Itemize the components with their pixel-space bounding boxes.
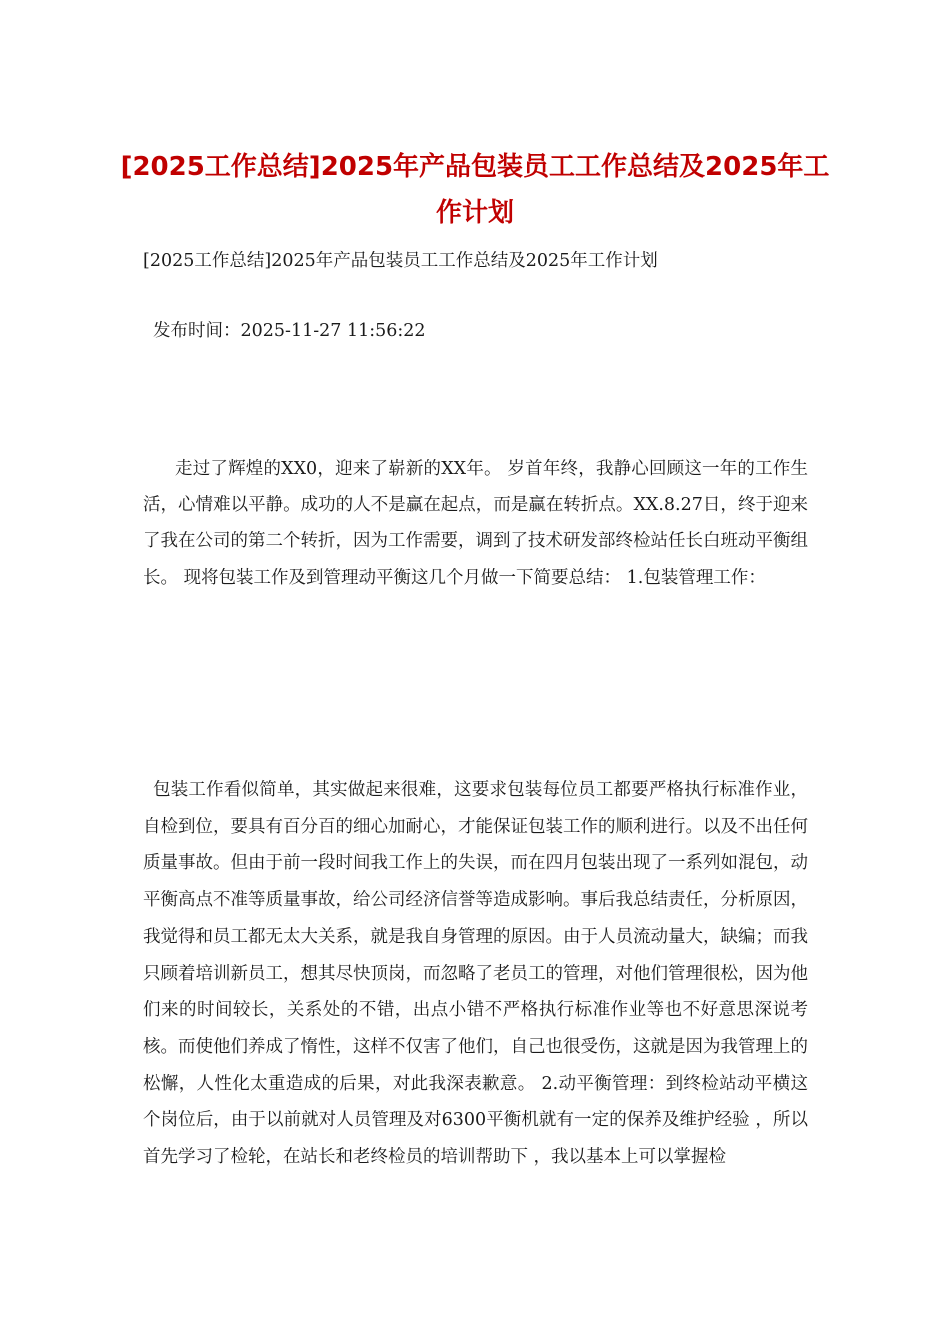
publish-time: 发布时间：2025-11-27 11:56:22 [153, 321, 426, 341]
document-title: [2025工作总结]2025年产品包装员工工作总结及2025年工作计划 [120, 152, 830, 228]
body-paragraph: 包装工作看似简单，其实做起来很难，这要求包装每位员工都要严格执行标准作业，自检到位，要具有百分百的细心加耐心，才能保证包装工作的顺利进行。以及不出任何质量事故。但由于前一段时间我工作上的失误，而在四月包装出现了一系列如混包，动平衡高点不准等质量事故，给公司经济信誉等造成影响。事后我总结责任，分析原因，我觉得和员工都无太大关系，就是我自身管理的原因。由于人员流动量大，缺编；而我只顾着培训新员工，想其尽快顶岗，而忽略了老员工的管理，对他们管理很松，因为他们来的时间较长，关系处的不错，出点小错不严格执行标准作业等也不好意思深说考核。而使他们养成了惰性，这样不仅害了他们，自己也很受伤，这就是因为我管理上的松懈，人性化太重造成的后果，对此我深表歉意。 2.动平衡管理：到终检站动平横这个岗位后，由于以前就对人员管理及对6300平衡机就有一定的保养及维护经验 ，所以首先学习了检轮，在站长和老终检员的培训帮助下 ，我以基本上可以掌握检 [143, 780, 808, 1168]
body-paragraph: 走过了辉煌的XX0，迎来了崭新的XX年。 岁首年终，我静心回顾这一年的工作生活，心情难以平静。成功的人不是赢在起点，而是赢在转折点。XX.8.27日，终于迎来了我在公司的第二个转折，因为工作需要，调到了技术研发部终检站任长白班动平衡组长。 现将包装工作及到管理动平衡这几个月做一下简要总结： 1.包装管理工作： [143, 459, 808, 588]
document-subtitle: [2025工作总结]2025年产品包装员工工作总结及2025年工作计划 [143, 251, 658, 271]
